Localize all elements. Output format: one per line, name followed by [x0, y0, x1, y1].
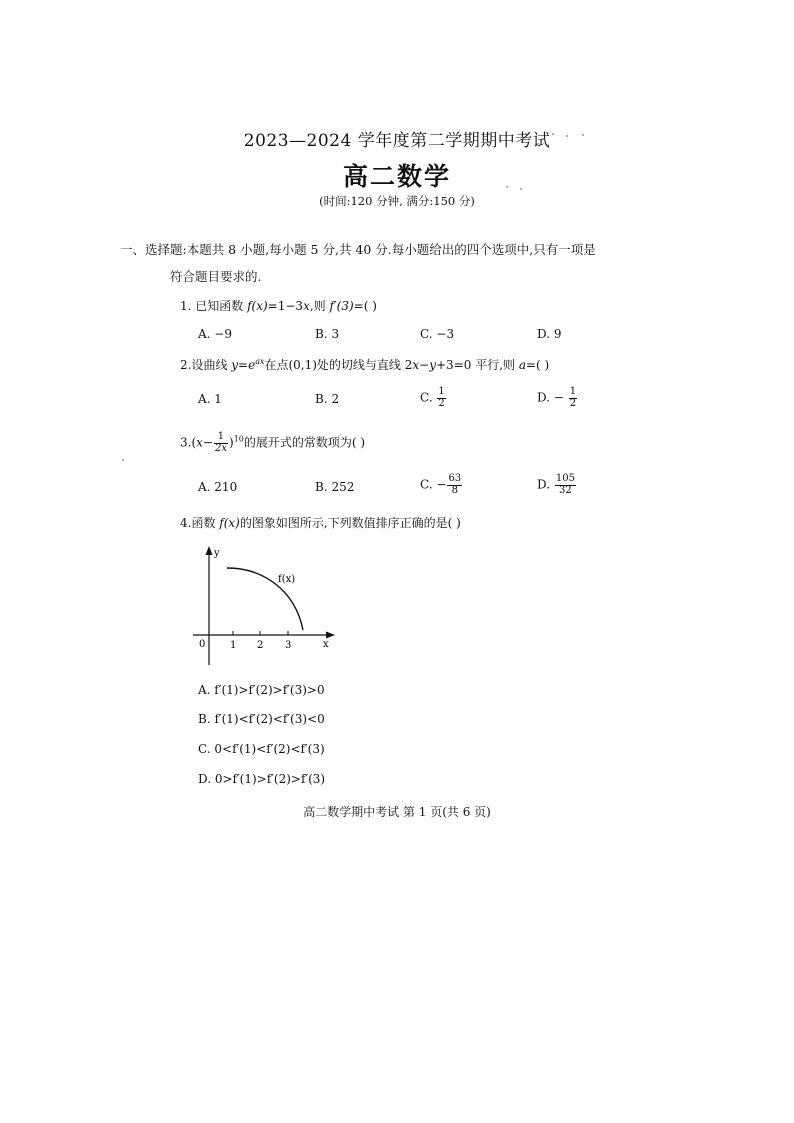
question-1-text-a: 1. 已知函数	[180, 299, 248, 313]
question-3-math-x: x	[196, 435, 203, 450]
question-2-math-a: a	[518, 358, 526, 372]
fraction-numerator: 105	[555, 473, 575, 484]
question-2-option-d-fraction	[569, 387, 577, 409]
question-2-option-b: B. 2	[315, 392, 340, 406]
fraction-denominator: 2	[438, 397, 445, 409]
question-1-option-a: A. −9	[198, 327, 232, 341]
question-1-text-c: ,则	[309, 299, 330, 313]
function-graph	[185, 540, 345, 670]
question-3-option-c	[420, 474, 463, 496]
fraction-numerator: 1	[214, 432, 228, 444]
question-4-option-a: A. f′(1)>f′(2)>f′(3)>0	[198, 683, 325, 697]
question-2-math-y: y=e	[231, 358, 256, 372]
question-3-option-b: B. 252	[315, 480, 355, 494]
question-3-option-c-label: C. −	[420, 477, 447, 492]
question-4-text-a: 4.函数	[180, 516, 220, 530]
exam-timing: (时间:120 分钟, 满分:150 分)	[319, 194, 475, 208]
fraction-denominator: 32	[559, 484, 572, 496]
question-2-text-a: 2.设曲线	[180, 358, 232, 372]
question-3-option-c-fraction	[447, 474, 462, 496]
question-2-option-c	[420, 387, 447, 409]
question-3-exponent: 10	[233, 434, 244, 444]
question-4-option-b: B. f′(1)<f′(2)<f′(3)<0	[198, 712, 325, 726]
y-axis-label: y	[214, 548, 220, 559]
question-4-math-fx: f(x)	[219, 516, 240, 530]
fraction-denominator: 2x	[214, 442, 227, 454]
section-instructions-line1: 一、选择题:本题共 8 小题,每小题 5 分,共 40 分.每小题给出的四个选项中,只有一项是	[120, 242, 596, 257]
question-2-option-d	[537, 387, 578, 409]
question-2-option-a: A. 1	[198, 392, 222, 406]
page-footer: 高二数学期中考试 第 1 页(共 6 页)	[303, 805, 491, 819]
question-2-text-c: +3=0 平行,则	[436, 358, 519, 372]
section-instructions-line2: 符合题目要求的.	[170, 269, 262, 284]
curve-label: f(x)	[278, 574, 296, 585]
question-4	[180, 514, 461, 531]
question-2-text-d: =( )	[525, 358, 550, 372]
x-tick-label-3: 3	[285, 640, 292, 651]
question-3-minus: −	[202, 435, 213, 450]
fraction-numerator: 1	[438, 386, 445, 397]
question-2-exponent: ax	[255, 357, 265, 366]
x-axis-arrow-icon	[326, 632, 335, 639]
question-1	[180, 297, 377, 314]
question-1-text-d: =( )	[353, 299, 377, 313]
fraction-denominator: 2	[569, 397, 577, 409]
question-3-fraction	[214, 432, 228, 454]
question-3-option-d-label: D.	[537, 477, 551, 492]
question-2-math-line: x−y	[412, 358, 436, 372]
question-4-option-d: D. 0>f′(1)>f′(2)>f′(3)	[198, 772, 326, 786]
x-tick-label-2: 2	[257, 640, 264, 651]
question-3-text-a: 3.(	[180, 435, 197, 450]
fraction-numerator: 63	[448, 473, 462, 484]
question-2-option-c-fraction	[437, 387, 445, 409]
question-4-option-c: C. 0<f′(1)<f′(2)<f′(3)	[198, 742, 325, 756]
question-1-math-fprime: f′(3)	[329, 299, 354, 313]
question-2-option-d-label: D. −	[537, 390, 564, 405]
question-1-option-c: C. −3	[420, 327, 455, 341]
question-1-math-fx: f(x)	[247, 299, 268, 313]
fraction-numerator: 1	[569, 386, 577, 397]
question-3-option-d	[537, 474, 577, 496]
question-3-option-d-fraction	[555, 474, 576, 496]
y-axis-arrow-icon	[206, 546, 213, 555]
question-2	[180, 356, 549, 373]
fraction-denominator: 8	[451, 484, 458, 496]
question-1-math-x: x	[303, 299, 310, 313]
question-4-text-b: 的图象如图所示,下列数值排序正确的是( )	[239, 516, 461, 530]
question-3-text-b: 的展开式的常数项为( )	[243, 435, 366, 450]
question-1-option-b: B. 3	[315, 327, 340, 341]
question-1-option-d: D. 9	[537, 327, 562, 341]
x-axis-label: x	[323, 639, 329, 650]
question-2-text-b: 在点(0,1)处的切线与直线 2	[264, 358, 413, 372]
subject-title: 高二数学	[342, 162, 451, 191]
exam-title: 2023—2024 学年度第二学期期中考试	[243, 131, 551, 151]
question-1-text-b: =1−3	[267, 299, 304, 313]
question-3: 3.(x− $\frac{1}{2x}$ )$^{10}$的展开式的常数项为( )	[180, 431, 366, 454]
question-3-option-a: A. 210	[198, 480, 238, 494]
origin-label: 0	[199, 639, 206, 650]
question-2-option-c-label: C.	[420, 390, 433, 405]
x-tick-label-1: 1	[230, 640, 237, 651]
